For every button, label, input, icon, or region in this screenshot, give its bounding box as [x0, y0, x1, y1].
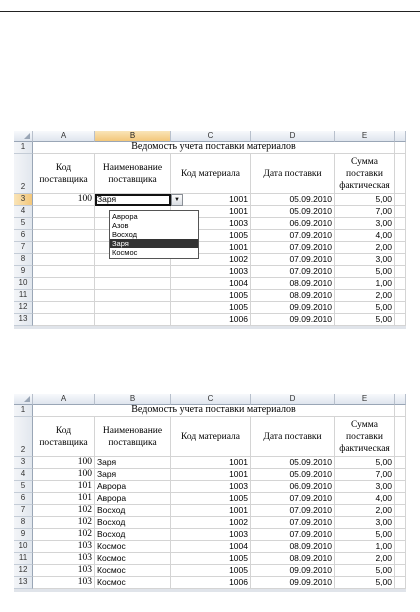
cell-material-code[interactable]: 1003: [171, 266, 251, 278]
dropdown-option-kosmos[interactable]: Космос: [112, 248, 138, 257]
cell-supplier-code[interactable]: [33, 266, 95, 278]
cell-supplier-name[interactable]: [95, 302, 171, 314]
sheet-title-cell[interactable]: Ведомость учета поставки материалов: [33, 142, 395, 154]
column-header-c[interactable]: C: [171, 131, 251, 142]
supplier-dropdown-list: [109, 210, 199, 259]
cell-supplier-code[interactable]: [33, 230, 95, 242]
row-header[interactable]: 2: [14, 154, 33, 194]
cell-material-code[interactable]: 1003: [171, 481, 251, 493]
cell-material-code[interactable]: 1005: [171, 493, 251, 505]
table-row: [14, 553, 406, 565]
table-row: [14, 469, 406, 481]
cell-supplier-code[interactable]: 101: [33, 481, 95, 493]
sheet-title-cell[interactable]: Ведомость учета поставки материалов: [33, 405, 395, 417]
table-row: [14, 242, 406, 254]
overflow-cell: [395, 493, 406, 505]
overflow-cell: [395, 266, 406, 278]
cell-delivery-date[interactable]: 07.09.2010: [251, 266, 335, 278]
column-header-e[interactable]: E: [335, 131, 395, 142]
cell-material-code[interactable]: 1003: [171, 218, 251, 230]
row-header[interactable]: 8: [14, 517, 33, 529]
column-header-a[interactable]: A: [33, 394, 95, 405]
table-row: [14, 206, 406, 218]
overflow-cell: [395, 505, 406, 517]
column-header-d[interactable]: D: [251, 131, 335, 142]
cell-supplier-code[interactable]: 100: [33, 194, 95, 206]
overflow-cell: [395, 218, 406, 230]
cell-material-code[interactable]: 1001: [171, 469, 251, 481]
overflow-cell: [395, 481, 406, 493]
dropdown-option-zarya[interactable]: Заря: [110, 239, 198, 248]
overflow-cell: [395, 417, 406, 457]
cell-delivery-sum[interactable]: 5,00: [335, 302, 395, 314]
table-row: [14, 290, 406, 302]
table-header-row: [14, 154, 406, 194]
spreadsheet-with-dropdown: [14, 131, 406, 329]
cell-supplier-name[interactable]: Восход: [95, 517, 171, 529]
row-header[interactable]: 7: [14, 505, 33, 517]
overflow-cell: [395, 577, 406, 589]
cell-supplier-name[interactable]: [95, 314, 171, 326]
cell-delivery-sum[interactable]: 5,00: [335, 314, 395, 326]
select-all-corner[interactable]: [14, 394, 33, 405]
overflow-cell: [395, 290, 406, 302]
cell-material-code[interactable]: 1001: [171, 505, 251, 517]
cell-supplier-name[interactable]: [95, 278, 171, 290]
table-header-row: [14, 417, 406, 457]
row-header[interactable]: 8: [14, 254, 33, 266]
table-row: [14, 457, 406, 469]
dropdown-option-azov[interactable]: Азов: [112, 221, 129, 230]
header-material-code[interactable]: Код материала: [171, 154, 251, 194]
cell-delivery-date[interactable]: 05.09.2010: [251, 469, 335, 481]
table-row: [14, 529, 406, 541]
cell-delivery-sum[interactable]: 7,00: [335, 206, 395, 218]
cell-delivery-sum[interactable]: 2,00: [335, 553, 395, 565]
cell-delivery-date[interactable]: 06.09.2010: [251, 481, 335, 493]
cell-delivery-date[interactable]: 08.09.2010: [251, 278, 335, 290]
row-header[interactable]: 13: [14, 577, 33, 589]
header-supplier-name[interactable]: Наименование поставщика: [95, 417, 171, 457]
cell-material-code[interactable]: 1005: [171, 302, 251, 314]
active-cell-value: Заря: [97, 194, 117, 204]
cell-delivery-date[interactable]: 08.09.2010: [251, 553, 335, 565]
cell-supplier-name[interactable]: [95, 266, 171, 278]
cell-delivery-date[interactable]: 05.09.2010: [251, 457, 335, 469]
overflow-cell: [395, 142, 406, 154]
overflow-cell: [395, 469, 406, 481]
cell-delivery-sum[interactable]: 3,00: [335, 254, 395, 266]
header-delivery-sum[interactable]: Сумма поставки фактическая: [335, 417, 395, 457]
cell-delivery-sum[interactable]: 5,00: [335, 529, 395, 541]
cell-delivery-sum[interactable]: 7,00: [335, 469, 395, 481]
column-header-overflow: [395, 394, 406, 405]
row-header[interactable]: 5: [14, 218, 33, 230]
cell-delivery-sum[interactable]: 2,00: [335, 290, 395, 302]
overflow-cell: [395, 517, 406, 529]
column-header-d[interactable]: D: [251, 394, 335, 405]
cell-supplier-code[interactable]: 100: [33, 469, 95, 481]
table-row: [14, 577, 406, 589]
cell-supplier-name[interactable]: Аврора: [95, 481, 171, 493]
cell-delivery-date[interactable]: 07.09.2010: [251, 230, 335, 242]
row-header[interactable]: 3: [14, 194, 33, 206]
cell-delivery-sum[interactable]: 5,00: [335, 565, 395, 577]
chevron-down-icon: ▼: [174, 197, 180, 203]
overflow-cell: [395, 278, 406, 290]
overflow-cell: [395, 206, 406, 218]
overflow-cell: [395, 457, 406, 469]
header-material-code[interactable]: Код материала: [171, 417, 251, 457]
cell-delivery-sum[interactable]: 5,00: [335, 266, 395, 278]
cell-delivery-sum[interactable]: 5,00: [335, 577, 395, 589]
dropdown-option-avrora[interactable]: Аврора: [112, 212, 138, 221]
cell-supplier-code[interactable]: 102: [33, 517, 95, 529]
dropdown-option-voskhod[interactable]: Восход: [112, 230, 137, 239]
cell-delivery-sum[interactable]: 1,00: [335, 278, 395, 290]
column-header-row: [14, 131, 406, 142]
cell-supplier-code[interactable]: [33, 218, 95, 230]
cell-delivery-sum[interactable]: 2,00: [335, 505, 395, 517]
cell-supplier-code[interactable]: [33, 314, 95, 326]
header-delivery-date[interactable]: Дата поставки: [251, 154, 335, 194]
row-header[interactable]: 10: [14, 278, 33, 290]
table-row: [14, 493, 406, 505]
cell-delivery-date[interactable]: 07.09.2010: [251, 242, 335, 254]
row-header[interactable]: 12: [14, 565, 33, 577]
dropdown-arrow-button[interactable]: [171, 194, 183, 206]
cell-delivery-date[interactable]: 07.09.2010: [251, 529, 335, 541]
row-header[interactable]: 12: [14, 302, 33, 314]
column-header-e[interactable]: E: [335, 394, 395, 405]
table-row: [14, 302, 406, 314]
column-header-c[interactable]: C: [171, 394, 251, 405]
overflow-cell: [395, 541, 406, 553]
cell-delivery-date[interactable]: 06.09.2010: [251, 218, 335, 230]
cell-supplier-code[interactable]: [33, 254, 95, 266]
column-header-row: [14, 394, 406, 405]
row-header[interactable]: 2: [14, 417, 33, 457]
table-row: [14, 517, 406, 529]
cell-material-code[interactable]: 1002: [171, 517, 251, 529]
cell-delivery-sum[interactable]: 4,00: [335, 230, 395, 242]
cell-material-code[interactable]: 1006: [171, 314, 251, 326]
cell-supplier-code[interactable]: 103: [33, 541, 95, 553]
cell-supplier-name[interactable]: Заря: [95, 469, 171, 481]
cell-supplier-name[interactable]: Восход: [95, 505, 171, 517]
select-all-corner[interactable]: [14, 131, 33, 142]
cell-supplier-name[interactable]: Космос: [95, 541, 171, 553]
table-row: [14, 254, 406, 266]
cell-delivery-date[interactable]: 07.09.2010: [251, 517, 335, 529]
cell-supplier-name[interactable]: Восход: [95, 529, 171, 541]
table-row: [14, 278, 406, 290]
overflow-cell: [395, 242, 406, 254]
overflow-cell: [395, 405, 406, 417]
cell-material-code[interactable]: 1001: [171, 206, 251, 218]
row-header[interactable]: 11: [14, 290, 33, 302]
overflow-cell: [395, 254, 406, 266]
row-header[interactable]: 13: [14, 314, 33, 326]
cell-material-code[interactable]: 1002: [171, 254, 251, 266]
cell-delivery-date[interactable]: 05.09.2010: [251, 194, 335, 206]
row-header[interactable]: 1: [14, 405, 33, 417]
cell-material-code[interactable]: 1004: [171, 278, 251, 290]
column-header-b[interactable]: B: [95, 394, 171, 405]
cell-material-code[interactable]: 1001: [171, 457, 251, 469]
overflow-cell: [395, 230, 406, 242]
header-supplier-name[interactable]: Наименование поставщика: [95, 154, 171, 194]
cell-supplier-name[interactable]: [95, 290, 171, 302]
cell-delivery-sum[interactable]: 5,00: [335, 457, 395, 469]
row-header[interactable]: 9: [14, 529, 33, 541]
table-row: [14, 142, 406, 154]
header-supplier-code[interactable]: Код поставщика: [33, 417, 95, 457]
row-header[interactable]: 5: [14, 481, 33, 493]
cell-supplier-name[interactable]: Аврора: [95, 493, 171, 505]
table-row: [14, 505, 406, 517]
row-header[interactable]: 11: [14, 553, 33, 565]
cell-supplier-code[interactable]: [33, 206, 95, 218]
overflow-cell: [395, 154, 406, 194]
table-row: [14, 405, 406, 417]
table-row: [14, 266, 406, 278]
cell-material-code[interactable]: 1001: [171, 242, 251, 254]
select-all-triangle-icon: [24, 133, 30, 139]
cell-delivery-sum[interactable]: 4,00: [335, 493, 395, 505]
cell-delivery-date[interactable]: 07.09.2010: [251, 505, 335, 517]
cell-delivery-date[interactable]: 05.09.2010: [251, 206, 335, 218]
cell-delivery-sum[interactable]: 3,00: [335, 218, 395, 230]
row-header[interactable]: 4: [14, 469, 33, 481]
cell-delivery-sum[interactable]: 2,00: [335, 242, 395, 254]
cell-material-code[interactable]: 1004: [171, 541, 251, 553]
cell-material-code[interactable]: 1006: [171, 577, 251, 589]
select-all-triangle-icon: [24, 396, 30, 402]
header-delivery-date[interactable]: Дата поставки: [251, 417, 335, 457]
header-delivery-sum[interactable]: Сумма поставки фактическая: [335, 154, 395, 194]
page-top-rule: [0, 11, 420, 12]
table-row: [14, 481, 406, 493]
sheet-bottom-edge: [14, 589, 406, 592]
cell-delivery-sum[interactable]: 3,00: [335, 481, 395, 493]
cell-supplier-code[interactable]: 103: [33, 565, 95, 577]
cell-material-code[interactable]: 1005: [171, 290, 251, 302]
overflow-cell: [395, 314, 406, 326]
cell-delivery-date[interactable]: 09.09.2010: [251, 314, 335, 326]
overflow-cell: [395, 565, 406, 577]
active-cell-supplier-name[interactable]: [95, 194, 180, 206]
cell-delivery-date[interactable]: 08.09.2010: [251, 290, 335, 302]
table-row: [14, 314, 406, 326]
row-header[interactable]: 9: [14, 266, 33, 278]
sheet-bottom-edge: [14, 326, 406, 329]
cell-delivery-sum[interactable]: 5,00: [335, 194, 395, 206]
overflow-cell: [395, 194, 406, 206]
row-header[interactable]: 3: [14, 457, 33, 469]
cell-material-code[interactable]: 1005: [171, 565, 251, 577]
column-header-overflow: [395, 131, 406, 142]
cell-supplier-code[interactable]: 102: [33, 505, 95, 517]
cell-delivery-date[interactable]: 08.09.2010: [251, 541, 335, 553]
cell-supplier-code[interactable]: 102: [33, 529, 95, 541]
table-row: [14, 565, 406, 577]
table-row: [14, 194, 406, 206]
column-header-b[interactable]: B: [95, 131, 171, 142]
cell-supplier-code[interactable]: [33, 302, 95, 314]
cell-supplier-code[interactable]: 103: [33, 577, 95, 589]
cell-supplier-code[interactable]: [33, 278, 95, 290]
row-header[interactable]: 1: [14, 142, 33, 154]
cell-supplier-code[interactable]: 101: [33, 493, 95, 505]
cell-supplier-code[interactable]: [33, 290, 95, 302]
cell-material-code[interactable]: 1001: [171, 194, 251, 206]
table-row: [14, 541, 406, 553]
cell-delivery-sum[interactable]: 1,00: [335, 541, 395, 553]
table-row: [14, 218, 406, 230]
overflow-cell: [395, 553, 406, 565]
cell-supplier-code[interactable]: 100: [33, 457, 95, 469]
header-supplier-code[interactable]: Код поставщика: [33, 154, 95, 194]
cell-supplier-name[interactable]: Космос: [95, 553, 171, 565]
cell-supplier-name[interactable]: Космос: [95, 565, 171, 577]
overflow-cell: [395, 302, 406, 314]
overflow-cell: [395, 529, 406, 541]
cell-delivery-date[interactable]: 07.09.2010: [251, 493, 335, 505]
row-header[interactable]: 10: [14, 541, 33, 553]
cell-material-code[interactable]: 1005: [171, 230, 251, 242]
cell-supplier-code[interactable]: 103: [33, 553, 95, 565]
table-row: [14, 230, 406, 242]
row-header[interactable]: 4: [14, 206, 33, 218]
spreadsheet-filled: [14, 394, 406, 592]
row-header[interactable]: 7: [14, 242, 33, 254]
cell-supplier-name[interactable]: Космос: [95, 577, 171, 589]
cell-delivery-date[interactable]: 09.09.2010: [251, 565, 335, 577]
row-header[interactable]: 6: [14, 230, 33, 242]
cell-material-code[interactable]: 1003: [171, 529, 251, 541]
cell-material-code[interactable]: 1005: [171, 553, 251, 565]
cell-delivery-date[interactable]: 07.09.2010: [251, 254, 335, 266]
cell-supplier-name[interactable]: Заря: [95, 457, 171, 469]
column-header-a[interactable]: A: [33, 131, 95, 142]
cell-delivery-sum[interactable]: 3,00: [335, 517, 395, 529]
cell-delivery-date[interactable]: 09.09.2010: [251, 577, 335, 589]
row-header[interactable]: 6: [14, 493, 33, 505]
cell-supplier-code[interactable]: [33, 242, 95, 254]
cell-delivery-date[interactable]: 09.09.2010: [251, 302, 335, 314]
